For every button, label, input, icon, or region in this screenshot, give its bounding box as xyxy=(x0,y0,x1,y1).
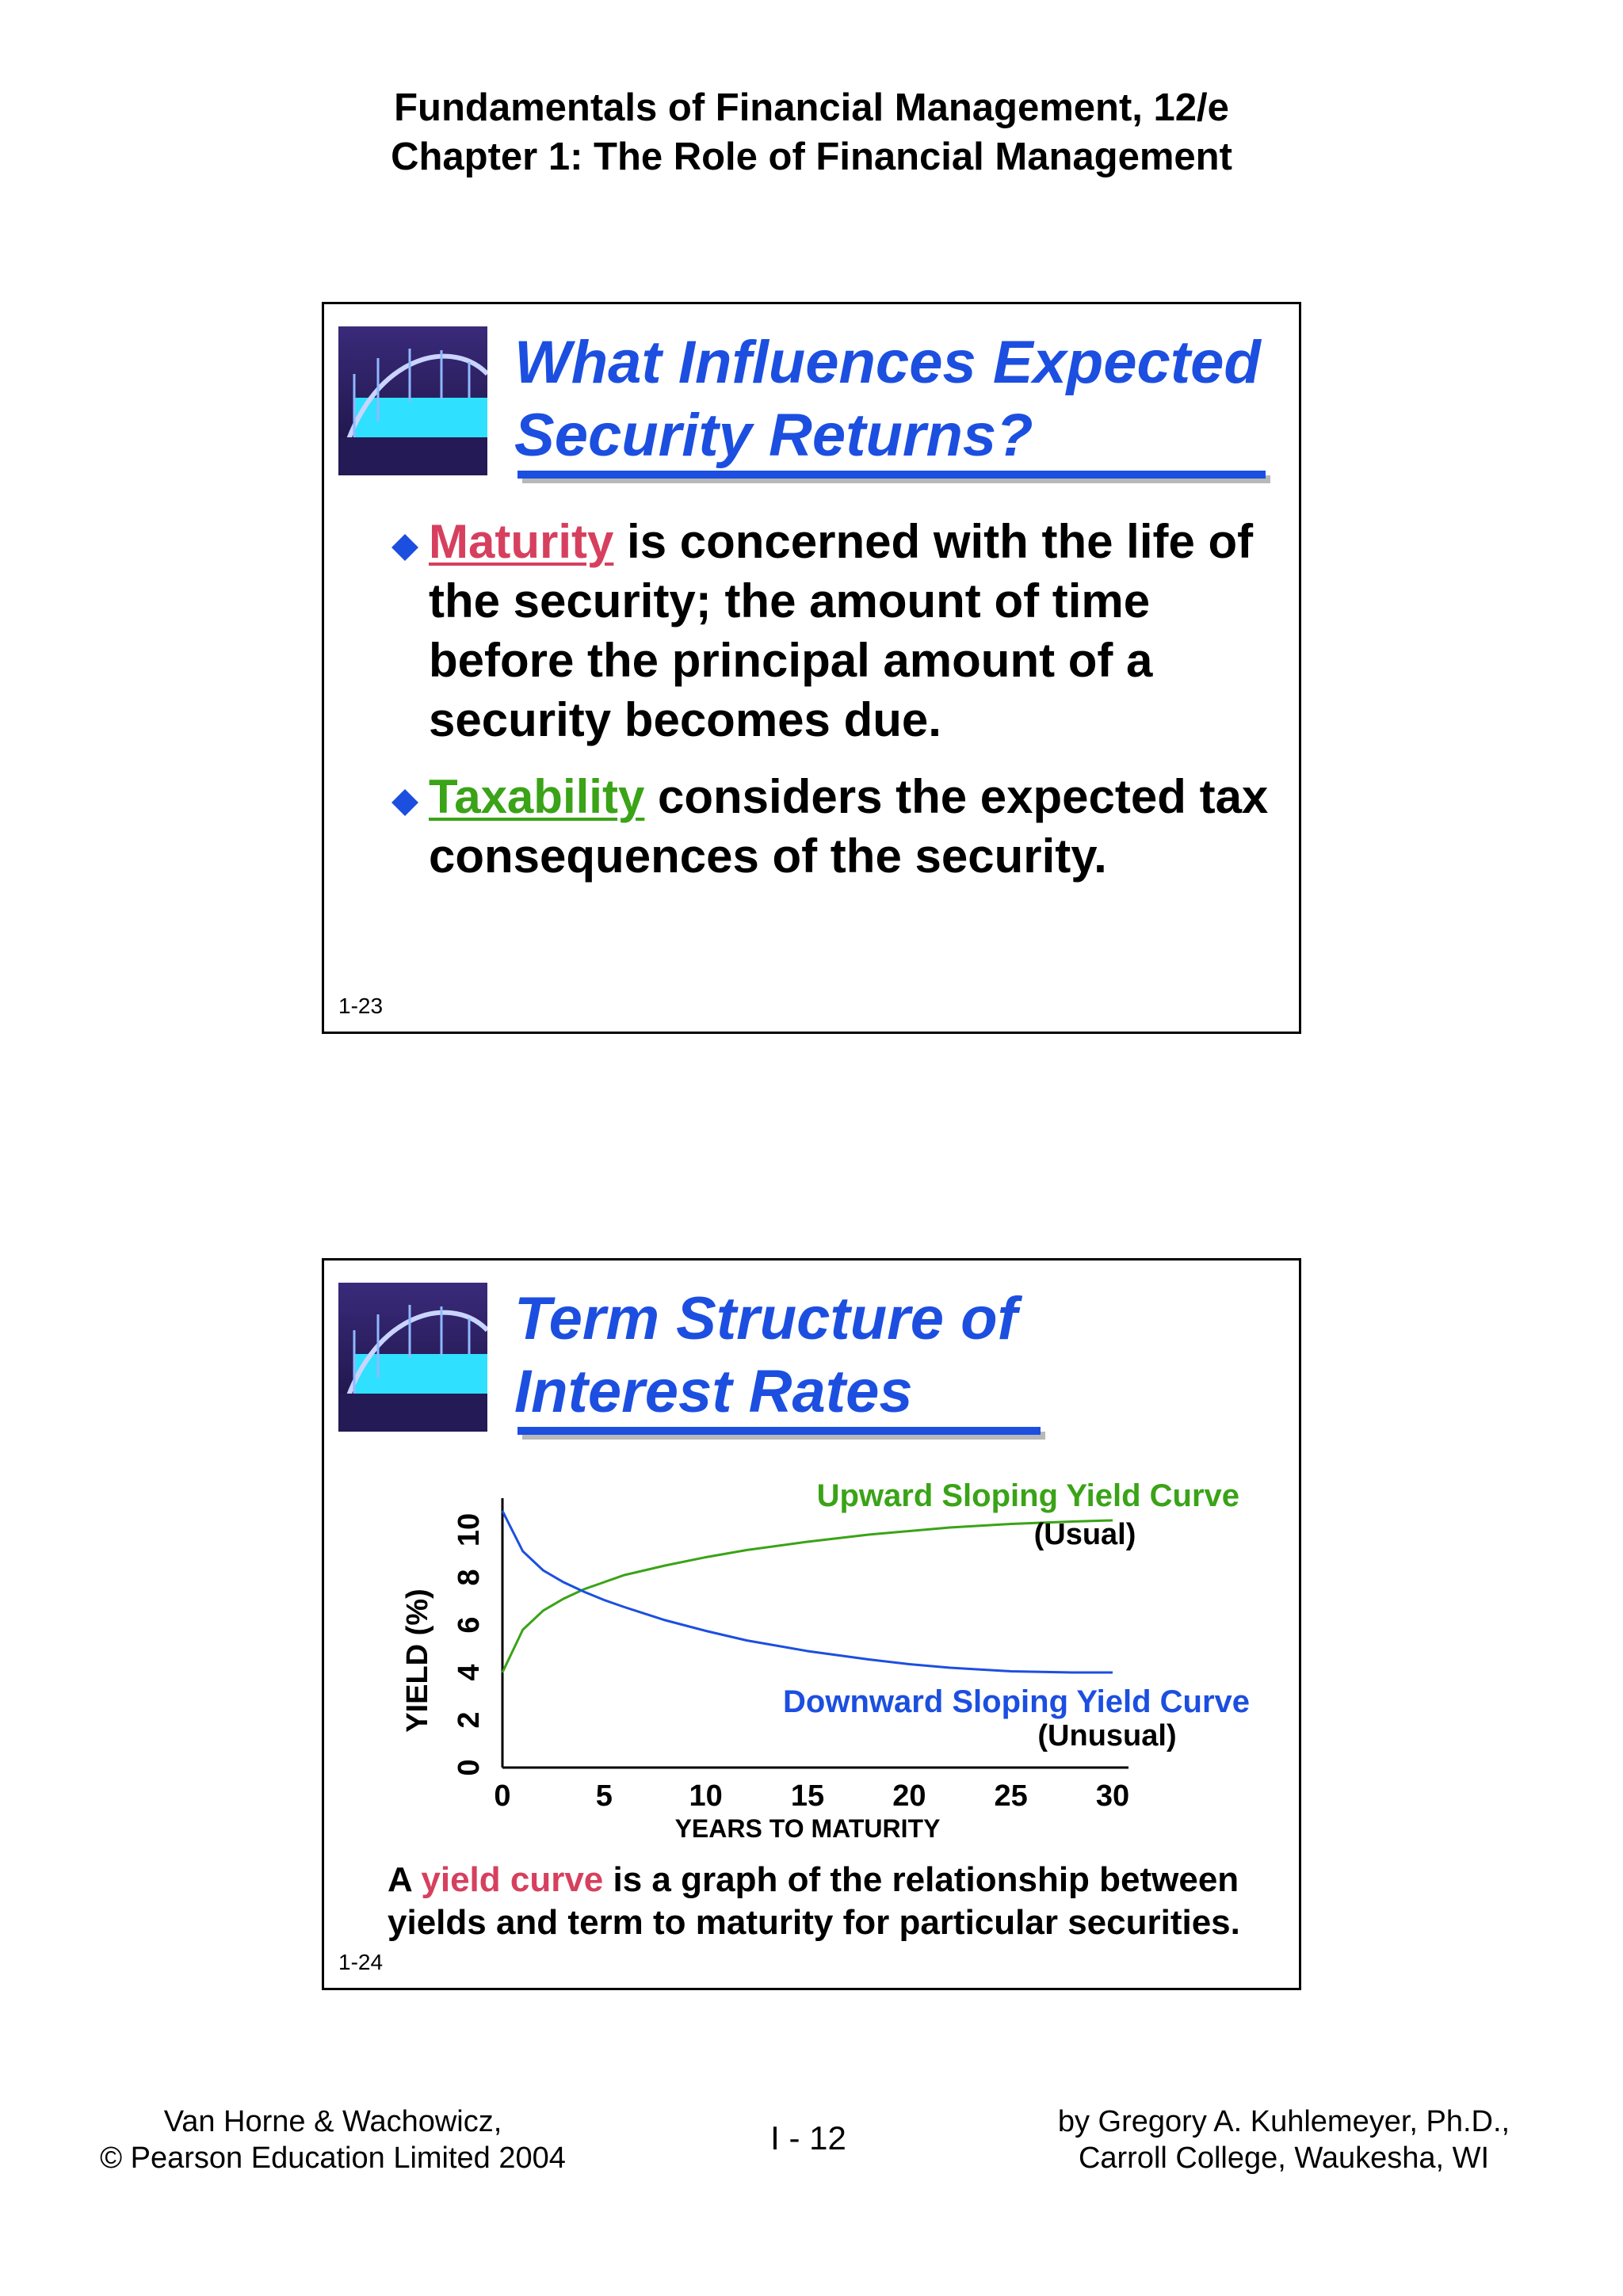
bullet-maturity xyxy=(395,512,1283,749)
upward-curve-label: Upward Sloping Yield Curve xyxy=(816,1478,1239,1513)
slide-number: 1-23 xyxy=(338,994,384,1018)
downward-curve-note: (Unusual) xyxy=(1037,1719,1177,1753)
bullet-taxability xyxy=(395,767,1283,886)
page-number: I - 12 xyxy=(770,2119,846,2157)
bullet-text: is concerned with the life of the security; the amount of time before the principal amount of a security becomes due. xyxy=(429,515,1254,746)
y-tick-label: 10 xyxy=(453,1512,487,1547)
chart-curves xyxy=(502,1511,1113,1672)
footer-credit-line-1: by Gregory A. Kuhlemeyer, Ph.D., xyxy=(1057,2105,1510,2138)
footer-copyright: © Pearson Education Limited 2004 xyxy=(100,2142,566,2175)
x-tick-label: 15 xyxy=(790,1779,825,1813)
y-tick-label: 6 xyxy=(453,1616,487,1634)
slide-title xyxy=(514,326,1261,472)
bullet-list xyxy=(395,512,1283,903)
slide-title-line-2: Interest Rates xyxy=(514,1358,913,1425)
x-tick-label: 30 xyxy=(1095,1779,1130,1813)
caption-term: yield curve xyxy=(421,1860,604,1899)
footer-authors-line-1: Van Horne & Wachowicz, xyxy=(163,2105,502,2138)
document-header xyxy=(0,83,1623,181)
slide-number: 1-24 xyxy=(338,1950,384,1974)
x-axis-label: YEARS TO MATURITY xyxy=(674,1814,941,1843)
slide-title-line-1: What Influences Expected xyxy=(514,329,1261,396)
footer-credit-line-2: Carroll College, Waukesha, WI xyxy=(1078,2142,1490,2175)
x-tick-label: 20 xyxy=(892,1779,926,1813)
x-tick-label: 0 xyxy=(494,1779,511,1813)
slide-1-23 xyxy=(322,302,1301,1034)
term-maturity: Maturity xyxy=(429,515,614,568)
y-axis-label: YIELD (%) xyxy=(401,1589,435,1733)
downward-curve-label: Downward Sloping Yield Curve xyxy=(783,1684,1250,1719)
y-tick-label: 4 xyxy=(453,1664,487,1681)
x-tick-label: 10 xyxy=(689,1779,723,1813)
footer-authors xyxy=(48,2103,618,2176)
title-underline xyxy=(517,471,1266,479)
x-tick-label: 25 xyxy=(994,1779,1028,1813)
book-title: Fundamentals of Financial Management, 12/e xyxy=(394,86,1229,129)
y-tick-label: 0 xyxy=(453,1759,487,1776)
caption-prefix: A xyxy=(388,1860,422,1899)
yield-curve-caption xyxy=(388,1859,1275,1944)
slide-title-line-1: Term Structure of xyxy=(514,1285,1018,1352)
y-tick-label: 8 xyxy=(453,1569,487,1586)
downward-yield-curve-line xyxy=(502,1511,1113,1672)
upward-curve-note: (Usual) xyxy=(1033,1518,1136,1551)
footer-credit xyxy=(999,2103,1569,2176)
diamond-bullet-icon xyxy=(391,534,418,561)
x-tick-label: 5 xyxy=(595,1779,613,1813)
bullet-text: considers the expected tax consequences of the security. xyxy=(429,770,1269,883)
slide-1-24 xyxy=(322,1258,1301,1990)
diamond-bullet-icon xyxy=(391,789,418,816)
term-taxability: Taxability xyxy=(429,770,645,823)
caption-text: is a graph of the relationship between yields and term to maturity for particular securities. xyxy=(388,1860,1240,1942)
chapter-title: Chapter 1: The Role of Financial Management xyxy=(391,135,1232,178)
y-tick-label: 2 xyxy=(453,1711,487,1729)
slide-title-line-2: Security Returns? xyxy=(514,402,1033,469)
bridge-thumbnail-image xyxy=(338,326,487,475)
